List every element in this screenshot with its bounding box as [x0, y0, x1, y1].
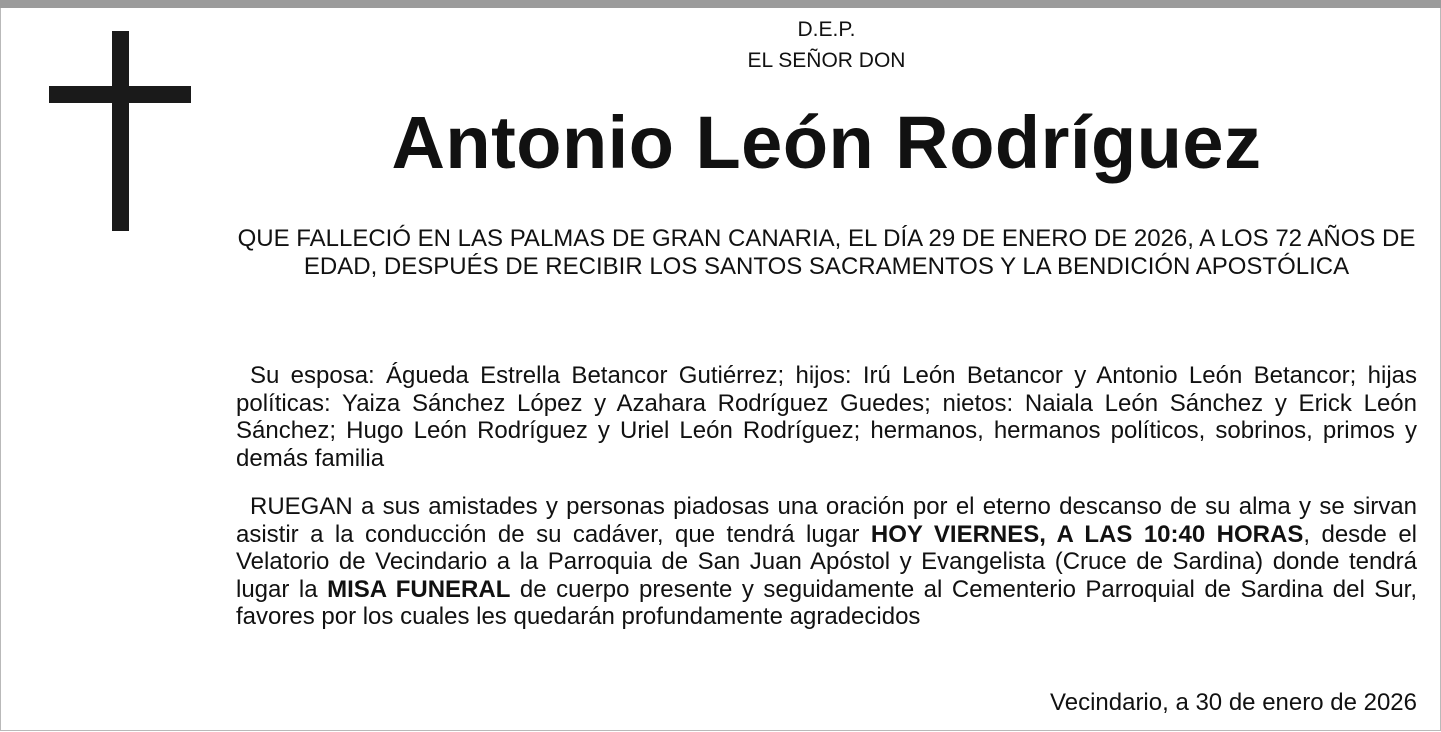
- prayer-text-part-3: de cuerpo presente y seguidamente al Cementerio Parroquial de Sardina del Sur, favores por los cuales les quedarán profundamente agradecidos: [236, 575, 1418, 630]
- cross-vertical-beam: [112, 31, 129, 231]
- cross-horizontal-beam: [49, 86, 191, 103]
- prayer-text-part-1: RUEGAN a sus amistades y personas piadosas una oración por el eterno descanso de su alma y se sirvan asistir a la conducción de su cadáver, que tendrá lugar: [236, 493, 1417, 548]
- death-notice-text: QUE FALLECIÓ EN LAS PALMAS DE GRAN CANARIA, EL DÍA 29 DE ENERO DE 2026, A LOS 72 AÑOS DE EDAD, DESPUÉS DE RECIBIR LOS SANTOS SACRAMENTOS Y LA BENDICIÓN APOSTÓLICA: [237, 225, 1416, 280]
- latin-cross-icon: [49, 31, 191, 231]
- deceased-name: Antonio León Rodríguez: [391, 101, 1262, 184]
- funeral-mass-label: MISA FUNERAL: [327, 575, 511, 603]
- prayer-text-part-2: , desde el Velatorio de Vecindario a la Parroquia de San Juan Apóstol y Evangelista (Cruce de Sardina) donde tendrá lugar la: [236, 520, 1418, 603]
- honorific-heading: EL SEÑOR DON: [747, 49, 906, 72]
- place-and-date: Vecindario, a 30 de enero de 2026: [1050, 689, 1417, 716]
- prayer-paragraph: [236, 493, 1417, 631]
- dep-heading: D.E.P.: [797, 18, 856, 41]
- service-time: HOY VIERNES, A LAS 10:40 HORAS: [870, 520, 1304, 548]
- top-border-bar: [0, 0, 1441, 8]
- family-paragraph: Su esposa: Águeda Estrella Betancor Gutiérrez; hijos: Irú León Betancor y Antonio León Betancor; hijas políticas: Yaiza Sánchez López y Azahara Rodríguez Guedes; nietos: Naiala León Sánchez y Erick León Sánchez; Hugo León Rodríguez y Uriel León Rodríguez; hermanos, hermanos políticos, sobrinos, primos y demás familia: [236, 362, 1417, 472]
